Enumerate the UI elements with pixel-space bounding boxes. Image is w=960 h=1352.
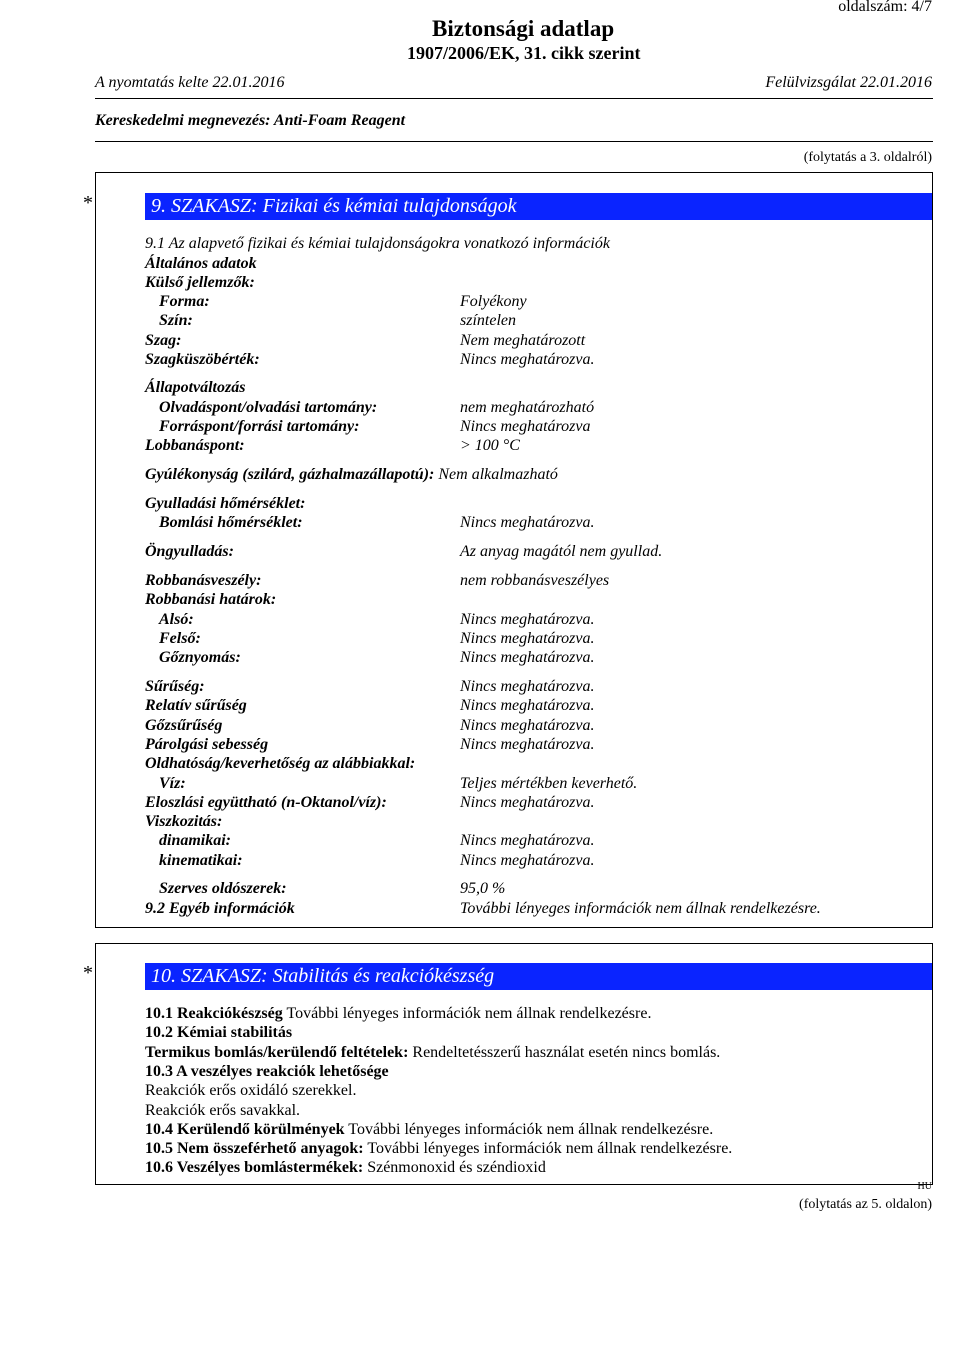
prop-value: Nincs meghatározva. bbox=[460, 630, 595, 647]
section9-frame-top bbox=[95, 172, 933, 173]
prop-label: Víz: bbox=[159, 775, 186, 792]
prop-kinematic bbox=[159, 851, 859, 870]
prop-label: 9.2 Egyéb információk bbox=[145, 900, 295, 917]
prop-label: Sűrűség: bbox=[145, 678, 205, 695]
continued-from: (folytatás a 3. oldalról) bbox=[803, 150, 932, 165]
prop-water bbox=[159, 774, 859, 793]
prop-decomposition-temp bbox=[159, 513, 859, 532]
prop-label: Szagküszöbérték: bbox=[145, 351, 260, 368]
section10-frame-bottom bbox=[95, 1184, 933, 1185]
prop-value: színtelen bbox=[460, 312, 516, 329]
prop-value: > 100 °C bbox=[460, 437, 520, 454]
incompatible-materials-label: 10.5 Nem összeférhető anyagok: bbox=[145, 1140, 364, 1157]
prop-odor-threshold bbox=[145, 350, 845, 369]
prop-odor bbox=[145, 331, 845, 350]
prop-value: Nincs meghatározva. bbox=[460, 794, 595, 811]
prop-label: Szín: bbox=[159, 312, 193, 329]
conditions-to-avoid bbox=[145, 1120, 713, 1139]
section10-frame-top bbox=[95, 943, 933, 944]
prop-label: Forráspont/forrási tartomány: bbox=[159, 418, 360, 435]
prop-flammability bbox=[145, 465, 845, 484]
prop-flash-point bbox=[145, 436, 845, 455]
prop-value: Nincs meghatározva. bbox=[460, 736, 595, 753]
prop-value: Nincs meghatározva. bbox=[460, 611, 595, 628]
prop-label: Lobbanáspont: bbox=[145, 437, 245, 454]
prop-value: Nincs meghatározva. bbox=[460, 697, 595, 714]
prop-label: Gőznyomás: bbox=[159, 649, 241, 666]
reactivity-text: További lényeges információk nem állnak rendelkezésre. bbox=[286, 1005, 652, 1022]
document-title: Biztonsági adatlap bbox=[432, 16, 615, 41]
prop-explosion-hazard bbox=[145, 571, 845, 590]
appearance-heading: Külső jellemzők: bbox=[145, 274, 255, 291]
decomposition-products-text: Szénmonoxid és széndioxid bbox=[367, 1159, 546, 1176]
prop-label: Alsó: bbox=[159, 611, 194, 628]
prop-label: Öngyulladás: bbox=[145, 543, 234, 560]
incompatible-materials bbox=[145, 1139, 732, 1158]
prop-upper-limit bbox=[159, 629, 859, 648]
prop-lower-limit bbox=[159, 610, 859, 629]
prop-value: Nincs meghatározva. bbox=[460, 717, 595, 734]
prop-value: Nincs meghatározva. bbox=[460, 832, 595, 849]
prop-solubility bbox=[145, 754, 845, 773]
prop-label: Robbanási határok: bbox=[145, 591, 277, 608]
prop-value: Nem meghatározott bbox=[460, 332, 586, 349]
prop-explosion-limits bbox=[145, 590, 845, 609]
prop-state-change bbox=[145, 378, 845, 397]
prop-ignition-temp bbox=[145, 494, 845, 513]
prop-label: Viszkozitás: bbox=[145, 813, 223, 830]
prop-other-info bbox=[145, 899, 925, 918]
section9-frame-right bbox=[932, 172, 933, 928]
prop-relative-density bbox=[145, 696, 845, 715]
section9-title: 9. SZAKASZ: Fizikai és kémiai tulajdonságok bbox=[145, 193, 932, 220]
prop-label: Felső: bbox=[159, 630, 201, 647]
prop-density bbox=[145, 677, 845, 696]
incompatible-materials-text: További lényeges információk nem állnak rendelkezésre. bbox=[367, 1140, 733, 1157]
prop-label: Szerves oldószerek: bbox=[159, 880, 287, 897]
prop-vapor-pressure bbox=[159, 648, 859, 667]
thermal-decomposition bbox=[145, 1043, 720, 1062]
prop-viscosity bbox=[145, 812, 845, 831]
prop-value: Teljes mértékben keverhető. bbox=[460, 775, 638, 792]
prop-value: Nem alkalmazható bbox=[438, 466, 558, 483]
trade-name-rule bbox=[95, 141, 933, 142]
prop-label: Gőzsűrűség bbox=[145, 717, 223, 734]
section9-frame-left bbox=[95, 172, 96, 928]
section10-frame-left bbox=[95, 943, 96, 1185]
prop-label: Állapotváltozás bbox=[145, 379, 246, 396]
prop-label: Robbanásveszély: bbox=[145, 572, 262, 589]
decomposition-products-label: 10.6 Veszélyes bomlástermékek: bbox=[145, 1159, 364, 1176]
prop-label: Relatív sűrűség bbox=[145, 697, 247, 714]
change-marker: * bbox=[83, 192, 93, 214]
reaction-oxidizers: Reakciók erős oxidáló szerekkel. bbox=[145, 1082, 357, 1099]
prop-label: Olvadáspont/olvadási tartomány: bbox=[159, 399, 378, 416]
prop-melting-point bbox=[159, 398, 859, 417]
trade-name: Kereskedelmi megnevezés: Anti-Foam Reagent bbox=[95, 112, 406, 129]
prop-value: Nincs meghatározva. bbox=[460, 852, 595, 869]
prop-boiling-point bbox=[159, 417, 859, 436]
prop-value: nem robbanásveszélyes bbox=[460, 572, 610, 589]
reactivity-label: 10.1 Reakciókészség bbox=[145, 1005, 283, 1022]
prop-label: dinamikai: bbox=[159, 832, 232, 849]
section9-frame-bottom bbox=[95, 927, 933, 928]
thermal-decomposition-text: Rendeltetésszerű használat esetén nincs bomlás. bbox=[412, 1044, 721, 1061]
section10-title: 10. SZAKASZ: Stabilitás és reakciókészség bbox=[145, 963, 932, 990]
chemical-stability: 10.2 Kémiai stabilitás bbox=[145, 1024, 293, 1041]
prop-label: Eloszlási együttható (n-Oktanol/víz): bbox=[145, 794, 387, 811]
document-subtitle: 1907/2006/EK, 31. cikk szerint bbox=[407, 43, 641, 63]
general-data: Általános adatok bbox=[145, 255, 257, 272]
prop-value: Nincs meghatározva. bbox=[460, 514, 595, 531]
prop-value: Az anyag magától nem gyullad. bbox=[460, 543, 663, 560]
conditions-to-avoid-label: 10.4 Kerülendő körülmények bbox=[145, 1121, 345, 1138]
prop-value: 95,0 % bbox=[460, 880, 506, 897]
prop-self-ignition bbox=[145, 542, 845, 561]
prop-organic-solvents bbox=[159, 879, 859, 898]
prop-label: Gyulladási hőmérséklet: bbox=[145, 495, 306, 512]
prop-value: Nincs meghatározva bbox=[460, 418, 591, 435]
reactivity bbox=[145, 1004, 651, 1023]
prop-vapor-density bbox=[145, 716, 845, 735]
language-code: HU bbox=[917, 1181, 932, 1192]
prop-value: Nincs meghatározva. bbox=[460, 351, 595, 368]
prop-value: Nincs meghatározva. bbox=[460, 649, 595, 666]
prop-dynamic bbox=[159, 831, 859, 850]
prop-evaporation-rate bbox=[145, 735, 845, 754]
prop-label: Szag: bbox=[145, 332, 182, 349]
prop-value: Folyékony bbox=[460, 293, 527, 310]
conditions-to-avoid-text: További lényeges információk nem állnak rendelkezésre. bbox=[348, 1121, 714, 1138]
prop-label: Oldhatóság/keverhetőség az alábbiakkal: bbox=[145, 755, 416, 772]
prop-color bbox=[159, 311, 859, 330]
section9-1-heading: 9.1 Az alapvető fizikai és kémiai tulajdonságokra vonatkozó információk bbox=[145, 235, 610, 252]
decomposition-products bbox=[145, 1158, 546, 1177]
reaction-acids: Reakciók erős savakkal. bbox=[145, 1102, 301, 1119]
prop-value: Nincs meghatározva. bbox=[460, 678, 595, 695]
section10-frame-right bbox=[932, 943, 933, 1185]
revision-date: Felülvizsgálat 22.01.2016 bbox=[765, 74, 932, 91]
prop-label: Párolgási sebesség bbox=[145, 736, 269, 753]
print-date: A nyomtatás kelte 22.01.2016 bbox=[95, 74, 285, 91]
header-rule bbox=[95, 98, 933, 99]
prop-label: Forma: bbox=[159, 293, 210, 310]
prop-form bbox=[159, 292, 859, 311]
prop-label: Bomlási hőmérséklet: bbox=[159, 514, 303, 531]
prop-label: kinematikai: bbox=[159, 852, 243, 869]
prop-partition-coefficient bbox=[145, 793, 845, 812]
prop-value: nem meghatározható bbox=[460, 399, 595, 416]
prop-label: Gyúlékonyság (szilárd, gázhalmazállapotú): bbox=[145, 466, 435, 483]
hazardous-reactions: 10.3 A veszélyes reakciók lehetősége bbox=[145, 1063, 389, 1080]
page-number: oldalszám: 4/7 bbox=[838, 0, 932, 15]
thermal-decomposition-label: Termikus bomlás/kerülendő feltételek: bbox=[145, 1044, 409, 1061]
change-marker: * bbox=[83, 962, 93, 984]
continued-to: (folytatás az 5. oldalon) bbox=[799, 1197, 932, 1212]
prop-value: További lényeges információk nem állnak rendelkezésre. bbox=[460, 900, 821, 917]
